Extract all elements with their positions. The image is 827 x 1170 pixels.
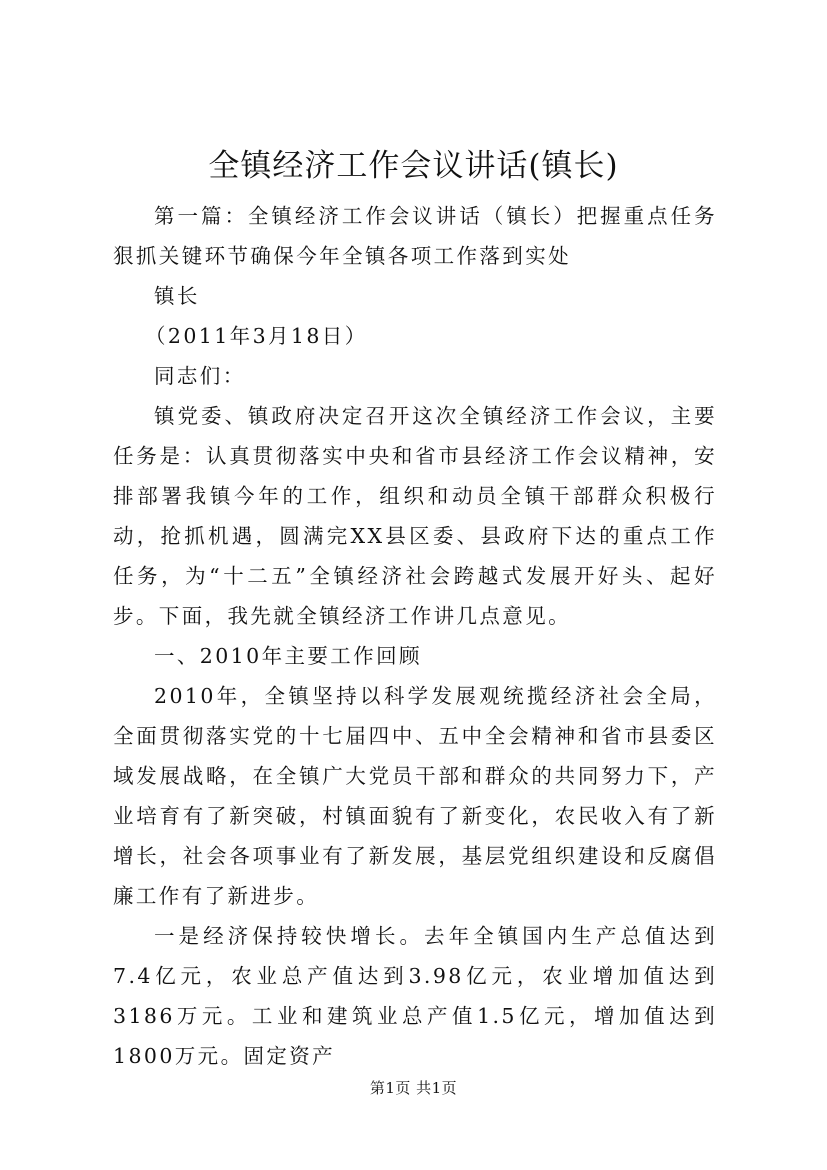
paragraph-greeting: 同志们： xyxy=(154,364,246,388)
paragraph-economy: 一是经济保持较快增长。去年全镇国内生产总值达到7.4亿元，农业总产值达到3.98亿元，农业增加值达到3186万元。工业和建筑业总产值1.5亿元，增加值达到1800万元。固定资产 xyxy=(113,924,717,1068)
paragraph-intro: 镇党委、镇政府决定召开这次全镇经济工作会议，主要任务是：认真贯彻落实中央和省市县经济工作会议精神，安排部署我镇今年的工作，组织和动员全镇干部群众积极行动，抢抓机遇，圆满完XX县区委、县政府下达的重点工作任务，为“十二五”全镇经济社会跨越式发展开好头、起好步。下面，我先就全镇经济工作讲几点意见。 xyxy=(113,404,717,628)
paragraph-heading: 第一篇：全镇经济工作会议讲话（镇长）把握重点任务狠抓关键环节确保今年全镇各项工作落到实处 xyxy=(113,204,717,268)
section-heading: 一、2010年主要工作回顾 xyxy=(154,644,422,668)
document-title: 全镇经济工作会议讲话(镇长) xyxy=(208,148,619,184)
paragraph-speaker: 镇长 xyxy=(154,284,200,308)
page-footer: 第1页 共1页 xyxy=(369,1079,458,1097)
document-body xyxy=(113,196,717,1076)
paragraph-date: （2011年3月18日） xyxy=(145,324,368,348)
paragraph-review: 2010年，全镇坚持以科学发展观统揽经济社会全局，全面贯彻落实党的十七届四中、五中全会精神和省市县委区域发展战略，在全镇广大党员干部和群众的共同努力下，产业培育有了新突破，村镇面貌有了新变化，农民收入有了新增长，社会各项事业有了新发展，基层党组织建设和反腐倡廉工作有了新进步。 xyxy=(113,684,717,908)
